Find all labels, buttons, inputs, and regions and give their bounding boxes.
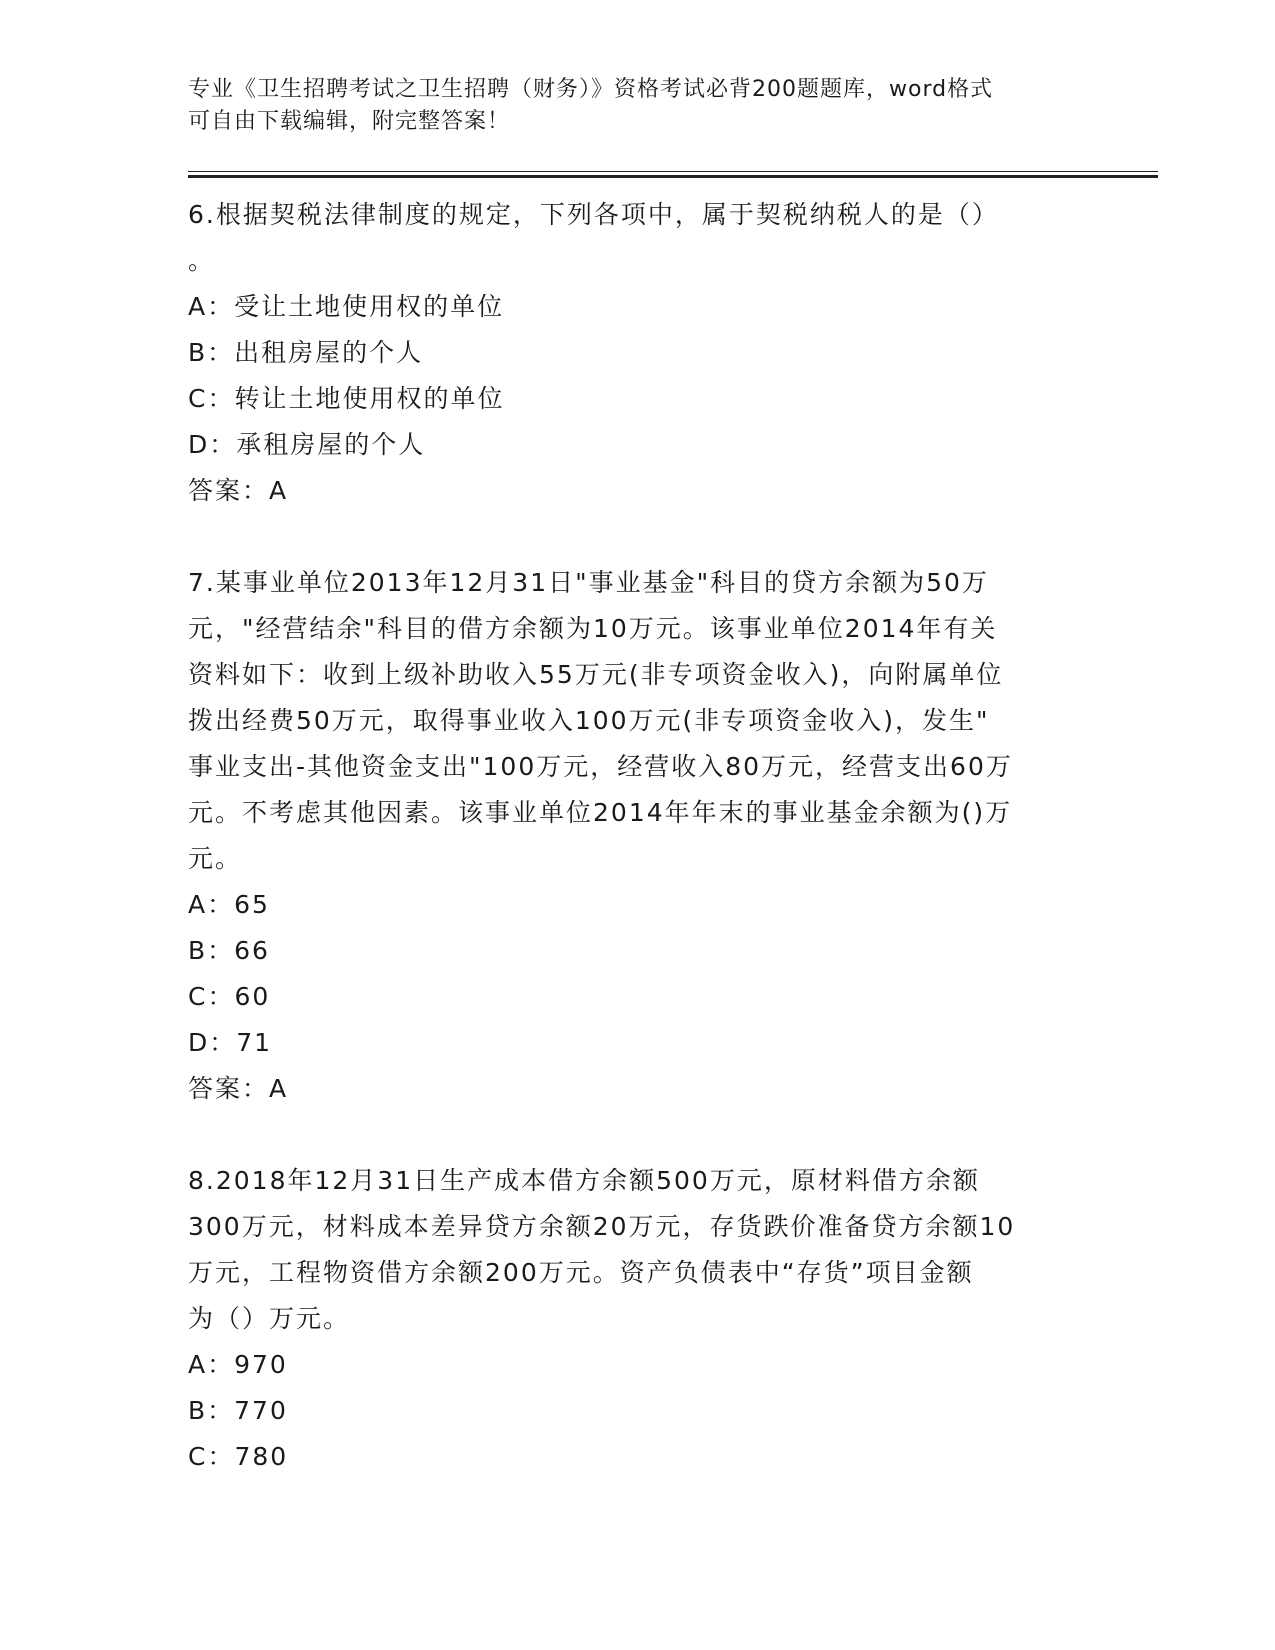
header-line-2: 可自由下载编辑，附完整答案！ bbox=[188, 109, 511, 134]
stem-line: 元，"经营结余"科目的借方余额为10万元。该事业单位2014年有关 bbox=[188, 614, 998, 643]
stem-line: 万元，工程物资借方余额200万元。资产负债表中“存货”项目金额 bbox=[188, 1258, 974, 1287]
stem-line: 300万元，材料成本差异贷方余额20万元，存货跌价准备贷方余额10 bbox=[188, 1212, 1016, 1241]
header-line-1: 专业《卫生招聘考试之卫生招聘（财务）》资格考试必背200题题库，word格式 bbox=[188, 77, 994, 102]
question-stem bbox=[188, 1158, 1088, 1342]
stem-line: 拨出经费50万元，取得事业收入100万元(非专项资金收入)，发生" bbox=[188, 706, 990, 735]
stem-line: 6.根据契税法律制度的规定，下列各项中，属于契税纳税人的是（） bbox=[188, 200, 999, 229]
option-a: A：受让土地使用权的单位 bbox=[188, 292, 505, 321]
stem-line: 。 bbox=[188, 246, 216, 275]
option-a: A：970 bbox=[188, 1350, 288, 1379]
option-b: B：66 bbox=[188, 936, 270, 965]
option-b: B：770 bbox=[188, 1396, 288, 1425]
stem-line: 事业支出-其他资金支出"100万元，经营收入80万元，经营支出60万 bbox=[188, 752, 1013, 781]
stem-line: 元。 bbox=[188, 844, 243, 873]
stem-line: 7.某事业单位2013年12月31日"事业基金"科目的贷方余额为50万 bbox=[188, 568, 989, 597]
question-6 bbox=[188, 192, 1088, 514]
option-b: B：出租房屋的个人 bbox=[188, 338, 424, 367]
option-c: C：780 bbox=[188, 1442, 289, 1471]
question-7 bbox=[188, 560, 1088, 1112]
option-c: C：60 bbox=[188, 982, 271, 1011]
question-gap bbox=[188, 1112, 1088, 1158]
answer-label: 答案：A bbox=[188, 476, 289, 505]
question-list bbox=[188, 192, 1088, 1480]
stem-line: 资料如下：收到上级补助收入55万元(非专项资金收入)，向附属单位 bbox=[188, 660, 1004, 689]
option-a: A：65 bbox=[188, 890, 270, 919]
header-divider-top bbox=[188, 171, 1158, 172]
question-stem bbox=[188, 560, 1088, 882]
header-divider-bottom bbox=[188, 175, 1158, 178]
question-stem bbox=[188, 192, 1088, 284]
question-8 bbox=[188, 1158, 1088, 1480]
answer-label: 答案：A bbox=[188, 1074, 289, 1103]
question-gap bbox=[188, 514, 1088, 560]
option-c: C：转让土地使用权的单位 bbox=[188, 384, 505, 413]
stem-line: 8.2018年12月31日生产成本借方余额500万元，原材料借方余额 bbox=[188, 1166, 980, 1195]
stem-line: 元。不考虑其他因素。该事业单位2014年年末的事业基金余额为()万 bbox=[188, 798, 1013, 827]
stem-line: 为（）万元。 bbox=[188, 1304, 351, 1333]
option-d: D：承租房屋的个人 bbox=[188, 430, 426, 459]
option-d: D：71 bbox=[188, 1028, 273, 1057]
document-header bbox=[188, 74, 1088, 138]
